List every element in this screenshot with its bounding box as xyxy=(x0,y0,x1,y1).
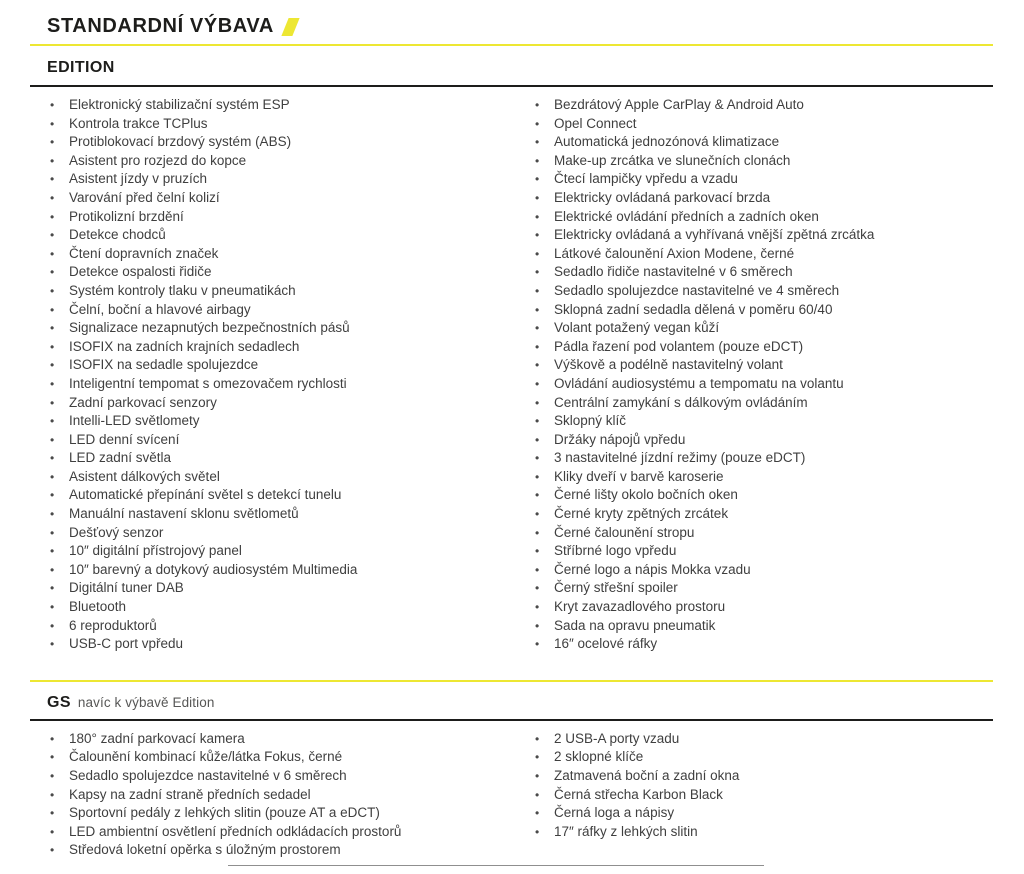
list-item xyxy=(535,282,993,301)
list-item xyxy=(50,152,535,171)
item-label: Elektricky ovládaná a vyhřívaná vnější zpětná zrcátka xyxy=(554,227,875,243)
list-item xyxy=(535,431,993,450)
list-item xyxy=(535,394,993,413)
list-item xyxy=(535,96,993,115)
item-label: LED zadní světla xyxy=(69,450,172,466)
list-item xyxy=(535,449,993,468)
bullet-icon: • xyxy=(535,414,540,429)
item-label: Intelli-LED světlomety xyxy=(69,413,200,429)
item-label: Držáky nápojů vpředu xyxy=(554,431,686,447)
list-item xyxy=(50,245,535,264)
item-label: Opel Connect xyxy=(554,115,637,131)
item-label: Sedadlo spolujezdce nastavitelné v 6 směrech xyxy=(69,768,347,783)
bullet-icon: • xyxy=(50,153,55,168)
bullet-icon: • xyxy=(50,358,55,373)
item-label: Varování před čelní kolizí xyxy=(69,189,220,205)
item-label: Látkové čalounění Axion Modene, černé xyxy=(554,245,795,261)
item-label: Zatmavená boční a zadní okna xyxy=(554,768,740,783)
list-item xyxy=(535,338,993,357)
item-label: Čelní, boční a hlavové airbagy xyxy=(69,301,251,317)
item-label: 2 USB-A porty vzadu xyxy=(554,730,680,746)
gs-feature-list-right xyxy=(535,730,993,860)
item-label: Čalounění kombinací kůže/látka Fokus, černé xyxy=(69,749,343,765)
bullet-icon: • xyxy=(50,787,55,802)
list-item xyxy=(535,152,993,171)
item-label: Kapsy na zadní straně předních sedadel xyxy=(69,786,311,802)
item-label: Centrální zamykání s dálkovým ovládáním xyxy=(554,394,808,410)
item-label: Bluetooth xyxy=(69,599,127,615)
list-item xyxy=(50,356,535,375)
list-item xyxy=(535,301,993,320)
section-gs-columns xyxy=(30,721,993,860)
bullet-icon: • xyxy=(535,172,540,187)
bullet-icon: • xyxy=(535,321,540,336)
bullet-icon: • xyxy=(50,246,55,261)
bullet-icon: • xyxy=(535,769,540,783)
bullet-icon: • xyxy=(50,321,55,336)
list-item xyxy=(535,226,993,245)
bullet-icon: • xyxy=(535,376,540,391)
list-item xyxy=(535,486,993,505)
list-item xyxy=(50,189,535,208)
item-label: Čtecí lampičky vpředu a vzadu xyxy=(554,171,738,187)
item-label: Asistent jízdy v pruzích xyxy=(69,171,208,187)
bullet-icon: • xyxy=(535,731,540,746)
section-gs-subtitle: navíc k výbavě Edition xyxy=(77,694,215,710)
list-item xyxy=(50,133,535,152)
section-edition-title: EDITION xyxy=(47,59,115,76)
list-item xyxy=(50,748,535,767)
item-label: 16″ ocelové ráfky xyxy=(554,636,658,652)
list-item xyxy=(535,767,993,786)
list-item xyxy=(535,786,993,805)
bullet-icon: • xyxy=(535,525,540,540)
bullet-icon: • xyxy=(535,618,540,633)
list-item xyxy=(50,319,535,338)
bullet-icon: • xyxy=(535,98,540,112)
list-item xyxy=(50,804,535,823)
item-label: Sklopný klíč xyxy=(554,413,627,429)
bullet-icon: • xyxy=(50,637,55,652)
list-item xyxy=(50,115,535,134)
item-label: Signalizace nezapnutých bezpečnostních pásů xyxy=(69,320,350,336)
bullet-icon: • xyxy=(535,209,540,224)
bullet-icon: • xyxy=(535,562,540,577)
list-item xyxy=(50,579,535,598)
bullet-icon: • xyxy=(535,451,540,466)
list-item xyxy=(50,505,535,524)
list-item xyxy=(50,394,535,413)
bullet-icon: • xyxy=(535,787,540,802)
bullet-icon: • xyxy=(50,600,55,615)
list-item xyxy=(535,133,993,152)
list-item xyxy=(50,617,535,636)
list-item xyxy=(50,635,535,654)
item-label: Automatická jednozónová klimatizace xyxy=(554,134,780,150)
list-item xyxy=(50,282,535,301)
item-label: Detekce ospalosti řidiče xyxy=(69,264,212,280)
bullet-icon: • xyxy=(50,432,55,447)
bullet-icon: • xyxy=(535,544,540,559)
item-label: Sada na opravu pneumatik xyxy=(554,617,716,633)
bullet-icon: • xyxy=(50,451,55,466)
item-label: LED ambientní osvětlení předních odkládacích prostorů xyxy=(69,823,402,839)
list-item xyxy=(535,263,993,282)
item-label: Automatické přepínání světel s detekcí tunelu xyxy=(69,487,342,503)
list-item xyxy=(535,524,993,543)
bullet-icon: • xyxy=(50,265,55,280)
item-label: Černé čalounění stropu xyxy=(554,524,695,540)
section-gs-title: GS xyxy=(47,693,71,711)
list-item xyxy=(50,449,535,468)
item-label: Make-up zrcátka ve slunečních clonách xyxy=(554,152,791,168)
bullet-icon: • xyxy=(50,806,55,821)
section-edition xyxy=(30,46,993,654)
bullet-icon: • xyxy=(50,98,55,112)
item-label: Ovládání audiosystému a tempomatu na volantu xyxy=(554,375,844,391)
list-item xyxy=(535,468,993,487)
bullet-icon: • xyxy=(50,172,55,187)
bullet-icon: • xyxy=(50,488,55,503)
item-label: Asistent pro rozjezd do kopce xyxy=(69,152,247,168)
list-item xyxy=(535,356,993,375)
item-label: Černá loga a nápisy xyxy=(554,805,675,821)
section-edition-heading xyxy=(30,46,993,85)
list-item xyxy=(535,115,993,134)
list-item xyxy=(50,468,535,487)
item-label: Zadní parkovací senzory xyxy=(69,394,217,410)
list-item xyxy=(535,730,993,749)
list-item xyxy=(50,841,535,860)
bullet-icon: • xyxy=(535,600,540,615)
bullet-icon: • xyxy=(50,209,55,224)
list-item xyxy=(50,431,535,450)
list-item xyxy=(50,96,535,115)
list-item xyxy=(50,730,535,749)
bullet-icon: • xyxy=(535,750,540,765)
bullet-icon: • xyxy=(50,769,55,783)
item-label: 6 reproduktorů xyxy=(69,617,157,633)
list-item xyxy=(50,412,535,431)
item-label: Systém kontroly tlaku v pneumatikách xyxy=(69,282,296,298)
bullet-icon: • xyxy=(535,507,540,522)
item-label: Sedadlo řidiče nastavitelné v 6 směrech xyxy=(554,264,793,280)
item-label: 17″ ráfky z lehkých slitin xyxy=(554,823,698,839)
item-label: Černá střecha Karbon Black xyxy=(554,786,723,802)
bullet-icon: • xyxy=(50,116,55,131)
bullet-icon: • xyxy=(50,525,55,540)
bullet-icon: • xyxy=(535,432,540,447)
bullet-icon: • xyxy=(50,544,55,559)
item-label: Inteligentní tempomat s omezovačem rychlosti xyxy=(69,375,347,391)
bullet-icon: • xyxy=(535,153,540,168)
list-item xyxy=(50,786,535,805)
bullet-icon: • xyxy=(50,190,55,205)
item-label: ISOFIX na zadních krajních sedadlech xyxy=(69,338,300,354)
list-item xyxy=(50,301,535,320)
item-label: Volant potažený vegan kůží xyxy=(554,320,720,336)
item-label: Středová loketní opěrka s úložným prostorem xyxy=(69,842,341,858)
edition-feature-list-left xyxy=(50,96,535,654)
item-label: Detekce chodců xyxy=(69,227,166,243)
item-label: Dešťový senzor xyxy=(69,524,164,540)
item-label: Čtení dopravních značek xyxy=(69,245,219,261)
bullet-icon: • xyxy=(535,637,540,652)
bullet-icon: • xyxy=(50,469,55,484)
bullet-icon: • xyxy=(50,228,55,243)
list-item xyxy=(535,375,993,394)
item-label: Výškově a podélně nastavitelný volant xyxy=(554,357,783,373)
item-label: Kontrola trakce TCPlus xyxy=(69,115,208,131)
list-item xyxy=(50,338,535,357)
bullet-icon: • xyxy=(535,488,540,503)
section-gap xyxy=(30,654,993,680)
bullet-icon: • xyxy=(535,283,540,298)
list-item xyxy=(535,579,993,598)
item-label: Bezdrátový Apple CarPlay & Android Auto xyxy=(554,97,804,112)
bullet-icon: • xyxy=(50,283,55,298)
list-item xyxy=(50,375,535,394)
list-item xyxy=(535,561,993,580)
list-item xyxy=(50,598,535,617)
bullet-icon: • xyxy=(535,358,540,373)
item-label: LED denní svícení xyxy=(69,431,180,447)
section-edition-columns xyxy=(30,87,993,654)
item-label: Sportovní pedály z lehkých slitin (pouze AT a eDCT) xyxy=(69,805,380,821)
list-item xyxy=(535,748,993,767)
item-label: Sedadlo spolujezdce nastavitelné ve 4 směrech xyxy=(554,282,840,298)
list-item xyxy=(535,505,993,524)
list-item xyxy=(50,767,535,786)
bullet-icon: • xyxy=(535,190,540,205)
item-label: 3 nastavitelné jízdní režimy (pouze eDCT) xyxy=(554,450,806,466)
item-label: 10″ digitální přístrojový panel xyxy=(69,543,242,559)
list-item xyxy=(535,189,993,208)
bullet-icon: • xyxy=(535,581,540,596)
item-label: Elektronický stabilizační systém ESP xyxy=(69,97,290,112)
bullet-icon: • xyxy=(50,750,55,765)
list-item xyxy=(535,412,993,431)
bullet-icon: • xyxy=(50,507,55,522)
item-label: Digitální tuner DAB xyxy=(69,580,184,596)
bullet-icon: • xyxy=(535,395,540,410)
item-label: Černý střešní spoiler xyxy=(554,580,678,596)
list-item xyxy=(50,208,535,227)
list-item xyxy=(50,170,535,189)
list-item xyxy=(535,208,993,227)
item-label: Černé kryty zpětných zrcátek xyxy=(554,506,729,522)
item-label: ISOFIX na sedadle spolujezdce xyxy=(69,357,259,373)
bullet-icon: • xyxy=(535,339,540,354)
list-item xyxy=(535,598,993,617)
item-label: Kryt zavazadlového prostoru xyxy=(554,599,726,615)
list-item xyxy=(50,226,535,245)
bullet-icon: • xyxy=(535,806,540,821)
item-label: Protikolizní brzdění xyxy=(69,208,184,224)
bullet-icon: • xyxy=(535,265,540,280)
item-label: Protiblokovací brzdový systém (ABS) xyxy=(69,134,292,150)
list-item xyxy=(50,823,535,842)
bullet-icon: • xyxy=(535,302,540,317)
bullet-icon: • xyxy=(535,135,540,150)
bullet-icon: • xyxy=(50,414,55,429)
item-label: Elektrické ovládání předních a zadních oken xyxy=(554,208,819,224)
list-item xyxy=(535,245,993,264)
item-label: Manuální nastavení sklonu světlometů xyxy=(69,506,299,522)
bullet-icon: • xyxy=(50,376,55,391)
bullet-icon: • xyxy=(50,339,55,354)
list-item xyxy=(535,542,993,561)
bullet-icon: • xyxy=(535,228,540,243)
list-item xyxy=(535,170,993,189)
bullet-icon: • xyxy=(535,116,540,131)
list-item xyxy=(50,263,535,282)
brand-slash-icon xyxy=(281,18,299,36)
bullet-icon: • xyxy=(50,581,55,596)
bullet-icon: • xyxy=(50,395,55,410)
page-title-text: STANDARDNÍ VÝBAVA xyxy=(47,15,274,37)
bullet-icon: • xyxy=(50,302,55,317)
page-bottom-rule xyxy=(228,865,764,866)
list-item xyxy=(535,617,993,636)
list-item xyxy=(535,804,993,823)
bullet-icon: • xyxy=(535,246,540,261)
item-label: USB-C port vpředu xyxy=(69,636,184,652)
page-title xyxy=(30,0,993,44)
item-label: Černé lišty okolo bočních oken xyxy=(554,487,738,503)
item-label: 180° zadní parkovací kamera xyxy=(69,730,245,746)
item-label: Černé logo a nápis Mokka vzadu xyxy=(554,561,751,577)
list-item xyxy=(50,561,535,580)
bullet-icon: • xyxy=(50,562,55,577)
item-label: 2 sklopné klíče xyxy=(554,749,644,765)
section-gs-heading xyxy=(30,682,993,719)
bullet-icon: • xyxy=(50,618,55,633)
bullet-icon: • xyxy=(50,731,55,746)
item-label: Sklopná zadní sedadla dělená v poměru 60/40 xyxy=(554,301,833,317)
list-item xyxy=(50,486,535,505)
section-gs xyxy=(30,682,993,860)
item-label: Stříbrné logo vpředu xyxy=(554,543,677,559)
bullet-icon: • xyxy=(535,824,540,839)
list-item xyxy=(535,823,993,842)
bullet-icon: • xyxy=(50,843,55,858)
list-item xyxy=(535,635,993,654)
gs-feature-list-left xyxy=(50,730,535,860)
bullet-icon: • xyxy=(50,824,55,839)
bullet-icon: • xyxy=(535,469,540,484)
item-label: 10″ barevný a dotykový audiosystém Multimedia xyxy=(69,561,358,577)
bullet-icon: • xyxy=(50,135,55,150)
item-label: Kliky dveří v barvě karoserie xyxy=(554,468,724,484)
list-item xyxy=(50,542,535,561)
list-item xyxy=(50,524,535,543)
item-label: Asistent dálkových světel xyxy=(69,468,220,484)
edition-feature-list-right xyxy=(535,96,993,654)
item-label: Pádla řazení pod volantem (pouze eDCT) xyxy=(554,338,804,354)
page-content xyxy=(30,0,993,860)
item-label: Elektricky ovládaná parkovací brzda xyxy=(554,189,771,205)
list-item xyxy=(535,319,993,338)
